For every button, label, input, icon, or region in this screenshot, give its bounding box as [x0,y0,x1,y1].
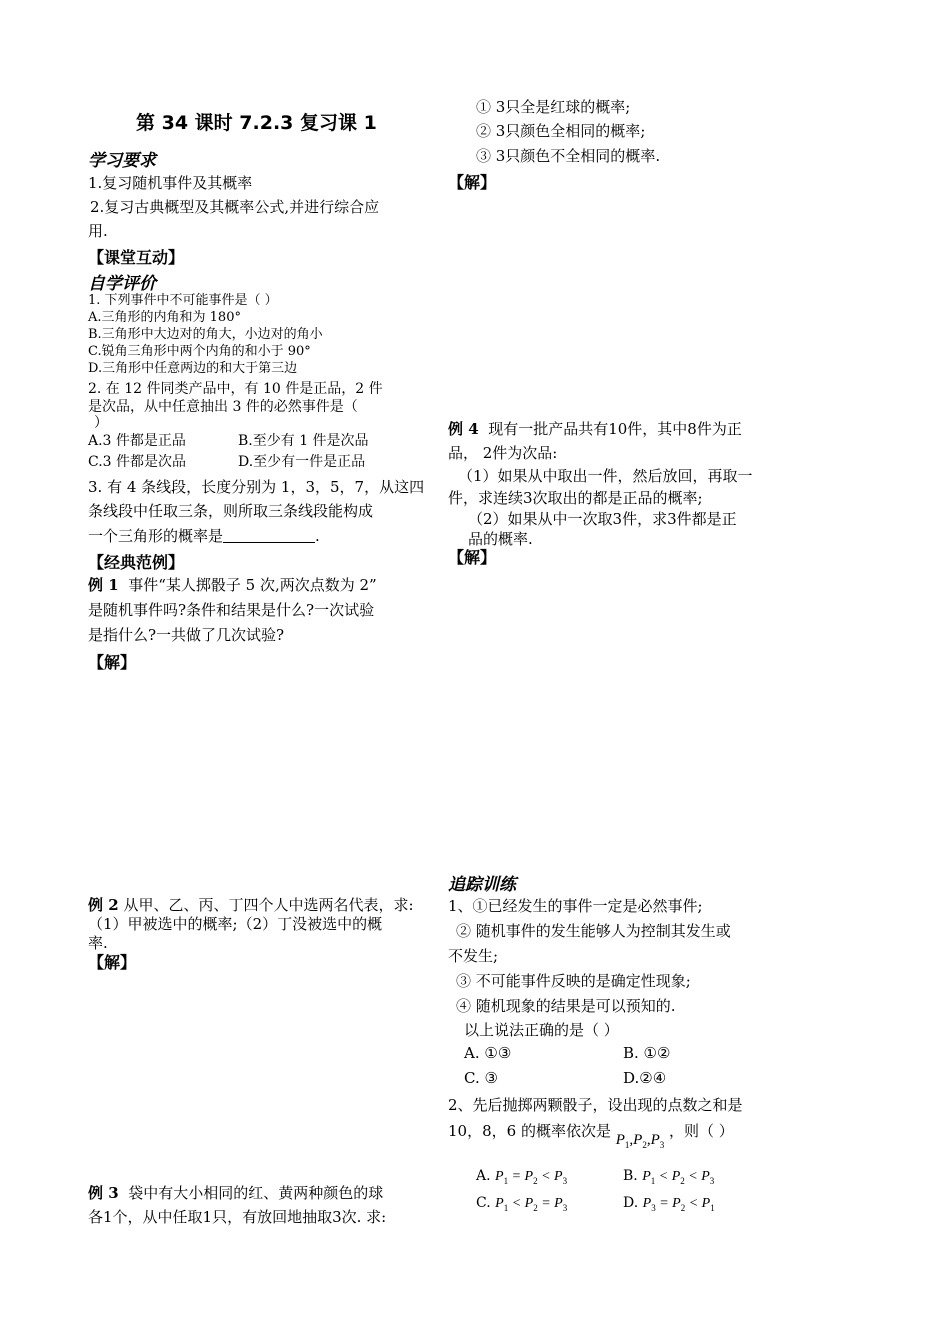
ex1-solution: 【解】 [88,653,137,672]
ex3-text: 袋中有大小相同的红、黄两种颜色的球 [128,1184,384,1202]
ex4-line4: 件，求连续3次取出的都是正品的概率; [448,489,703,507]
q3-line3-end: . [315,527,320,545]
option-b-label: B. [623,1168,638,1184]
examples-heading: 【经典范例】 [88,553,185,572]
q1-option-b: B.三角形中大边对的角大，小边对的角小 [88,327,323,342]
option-a-label: A. [476,1168,491,1184]
answer-blank [223,528,315,543]
ex4-line6: 品的概率. [468,530,533,548]
interaction-heading: 【课堂互动】 [88,248,185,267]
option-d-formula: $P_3 = P_2 < P_1$ [642,1196,715,1213]
requirement-2-line2: 用. [88,222,108,240]
q2-option-b: B.至少有 1 件是次品 [238,433,369,449]
practice-q1-line1: 1、①已经发生的事件一定是必然事件; [448,897,703,915]
q2-option-c: C.3 件都是次品 [88,454,187,470]
ex3-solution: 【解】 [448,173,497,192]
ex2-text: 从甲、乙、丙、丁四个人中选两名代表，求: [123,896,414,914]
self-eval-heading: 自学评价 [88,274,156,294]
requirement-2-line1: 2.复习古典概型及其概率公式,并进行综合应 [90,198,380,216]
ex2-solution: 【解】 [88,953,137,972]
ex2-line3: 率. [88,934,108,952]
q2-option-d: D.至少有一件是正品 [238,454,366,470]
requirement-1: 1.复习随机事件及其概率 [88,174,253,192]
ex1-line1 [88,574,377,595]
ex2-label: 例 2 [88,896,119,914]
practice-q2-line2-end: ，则（ ） [669,1122,734,1140]
ex1-line2: 是随机事件吗?条件和结果是什么?一次试验 [88,601,375,619]
ex4-line3: （1）如果从中取出一件，然后放回，再取一 [458,467,753,485]
practice-q2-option-d [623,1195,715,1213]
option-d-label: D. [623,1195,639,1211]
q2-stem-line3: ） [94,415,108,431]
practice-q1-option-d: D.②④ [623,1069,667,1087]
ex4-text: 现有一批产品共有10件，其中8件为正 [488,420,742,438]
q1-option-d: D.三角形中任意两边的和大于第三边 [88,361,298,376]
ex4-line1 [448,418,742,439]
ex1-line3: 是指什么?一共做了几次试验? [88,626,285,644]
practice-q2-line1: 2、先后抛掷两颗骰子，设出现的点数之和是 [448,1096,743,1114]
ex4-line5: （2）如果从中一次取3件，求3件都是正 [468,510,737,528]
ex3-line1 [88,1182,383,1203]
q3-line3-text: 一个三角形的概率是 [88,527,224,545]
practice-q2-line2 [448,1120,734,1150]
q3-line2: 条线段中任取三条，则所取三条线段能构成 [88,502,374,520]
option-c-label: C. [476,1195,491,1211]
q2-stem-line2: 是次品，从中任意抽出 3 件的必然事件是（ [88,399,358,415]
practice-q1-option-b: B. ①② [623,1044,671,1062]
option-b-formula: $P_1 < P_2 < P_3$ [642,1169,715,1186]
practice-q1-line3: 不发生; [448,947,499,965]
practice-q2-option-c [476,1195,567,1213]
ex2-line1 [88,894,414,915]
practice-q2-line2-text: 10，8，6 的概率依次是 [448,1122,611,1140]
option-c-formula: $P_1 < P_2 = P_3$ [495,1196,568,1213]
ex4-label: 例 4 [448,420,479,438]
practice-q1-line2: ② 随机事件的发生能够人为控制其发生或 [456,922,731,940]
ex3-sub3: ③ 3只颜色不全相同的概率. [476,147,661,165]
q3-line3 [88,525,320,546]
q1-option-c: C.锐角三角形中两个内角的和小于 90° [88,344,311,359]
ex4-solution: 【解】 [448,548,497,567]
ex4-line2: 品， 2件为次品: [448,444,558,462]
ex1-label: 例 1 [88,576,119,594]
practice-q1-option-c: C. ③ [464,1069,498,1087]
q2-option-a: A.3 件都是正品 [88,433,186,449]
ex3-line2: 各1个，从中任取1只，有放回地抽取3次. 求: [88,1208,387,1226]
p1-p2-p3-formula: $P_1,P_2,P_3$ [615,1132,665,1150]
practice-q2-option-b [623,1168,714,1186]
ex2-line2: （1）甲被选中的概率;（2）丁没被选中的概 [88,915,383,933]
practice-q1-line6: 以上说法正确的是（ ） [464,1021,619,1039]
ex3-label: 例 3 [88,1184,119,1202]
practice-q1-line5: ④ 随机现象的结果是可以预知的. [456,997,676,1015]
option-a-formula: $P_1 = P_2 < P_3$ [495,1169,568,1186]
ex3-sub2: ② 3只颜色全相同的概率; [476,122,646,140]
practice-heading: 追踪训练 [448,875,516,895]
requirements-heading: 学习要求 [88,151,156,171]
ex1-text: 事件“某人掷骰子 5 次,两次点数为 2” [128,576,377,594]
q3-line1: 3. 有 4 条线段，长度分别为 1，3，5，7，从这四 [88,478,425,496]
q1-stem: 1. 下列事件中不可能事件是（ ） [88,293,278,308]
practice-q1-option-a: A. ①③ [464,1044,512,1062]
q1-option-a: A.三角形的内角和为 180° [88,310,241,325]
ex3-sub1: ① 3只全是红球的概率; [476,98,631,116]
q2-stem-line1: 2. 在 12 件同类产品中，有 10 件是正品，2 件 [88,381,383,397]
page-title: 第 34 课时 7.2.3 复习课 1 [136,112,377,134]
practice-q1-line4: ③ 不可能事件反映的是确定性现象; [456,972,691,990]
practice-q2-option-a [476,1168,567,1186]
